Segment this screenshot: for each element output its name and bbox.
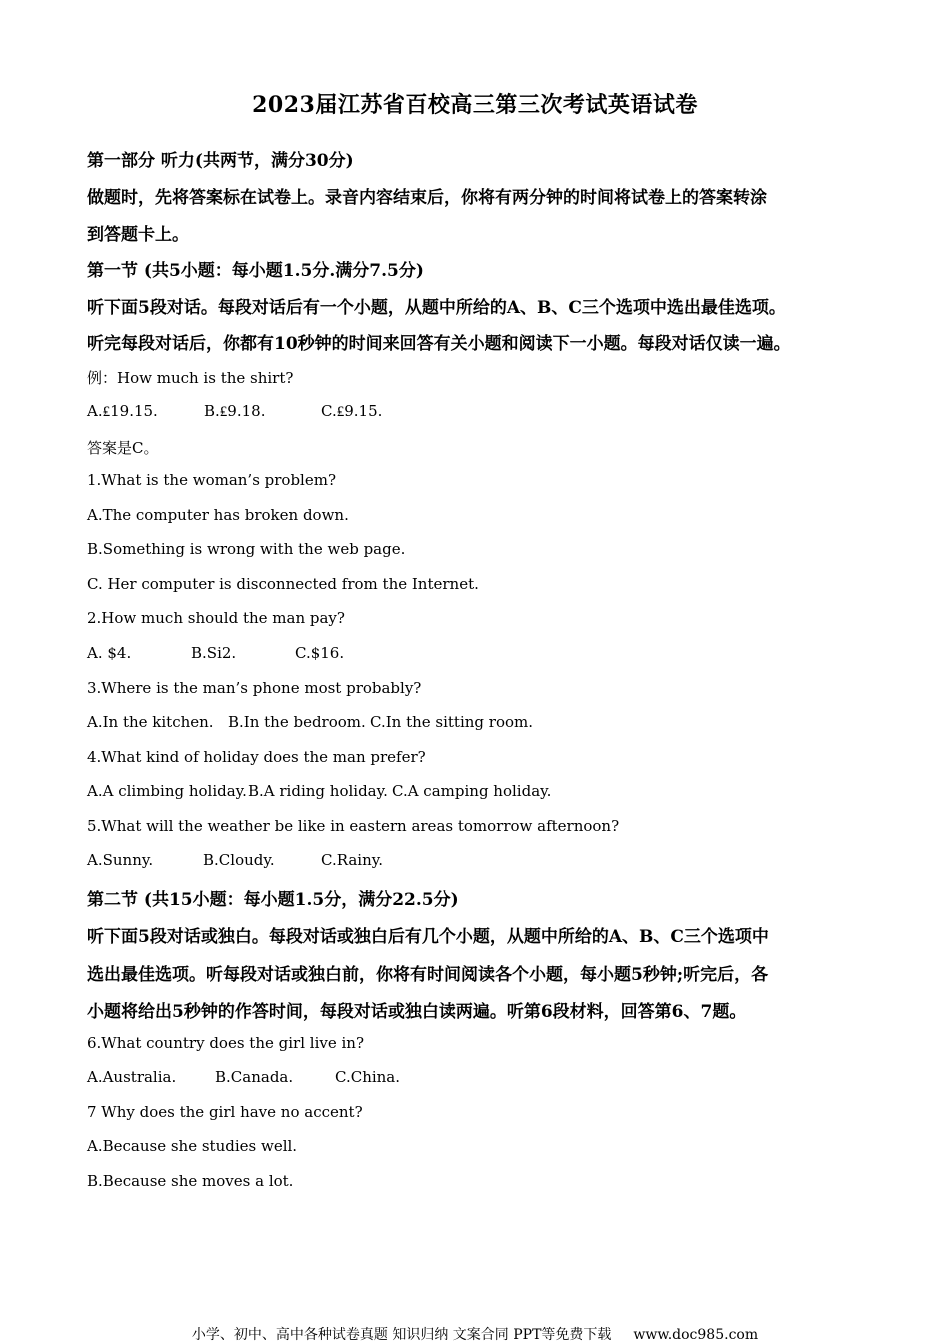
question-1-option-b: B.Something is wrong with the web page. — [87, 540, 406, 558]
option: B.₤9.18. — [204, 402, 266, 420]
example-question: 例：How much is the shirt? — [87, 369, 294, 387]
question-2: 2.How much should the man pay? — [87, 609, 345, 627]
option: C.Rainy. — [321, 851, 383, 869]
option: A.A climbing holiday. — [87, 782, 247, 800]
option: A. $4. — [87, 644, 132, 662]
question-4-options — [87, 782, 551, 800]
question-7-option-b: B.Because she moves a lot. — [87, 1172, 294, 1190]
section1-heading: 第一节 (共5小题：每小题1.5分.满分7.5分) — [87, 261, 424, 281]
option: A.Australia. — [87, 1068, 177, 1086]
option: C.₤9.15. — [321, 402, 383, 420]
question-7: 7 Why does the girl have no accent? — [87, 1103, 363, 1121]
question-7-option-a: A.Because she studies well. — [87, 1137, 298, 1155]
option: B.In the bedroom. — [228, 713, 366, 731]
question-4: 4.What kind of holiday does the man prefer? — [87, 748, 426, 766]
option: B.A riding holiday. — [248, 782, 388, 800]
question-5: 5.What will the weather be like in eastern areas tomorrow afternoon? — [87, 817, 620, 835]
question-1-option-a: A.The computer has broken down. — [87, 506, 349, 524]
option: A.₤19.15. — [87, 402, 158, 420]
part1-heading: 第一部分 听力(共两节，满分30分) — [87, 151, 354, 171]
option: C.A camping holiday. — [392, 782, 552, 800]
option: A.Sunny. — [87, 851, 154, 869]
question-1: 1.What is the woman’s problem? — [87, 471, 337, 489]
question-2-options — [87, 644, 344, 662]
question-6: 6.What country does the girl live in? — [87, 1034, 364, 1052]
option: C.$16. — [295, 644, 345, 662]
part1-intro-line2: 到答题卡上。 — [87, 225, 189, 245]
question-3: 3.Where is the man’s phone most probably? — [87, 679, 422, 697]
part1-intro-line1: 做题时，先将答案标在试卷上。录音内容结束后，你将有两分钟的时间将试卷上的答案转涂 — [87, 188, 767, 208]
page-footer — [0, 1324, 950, 1344]
question-1-option-c: C. Her computer is disconnected from the Internet. — [87, 575, 479, 593]
section1-instructions-line1: 听下面5段对话。每段对话后有一个小题，从题中所给的A、B、C三个选项中选出最佳选项。 — [87, 298, 786, 318]
section2-instructions-line1: 听下面5段对话或独白。每段对话或独白后有几个小题，从题中所给的A、B、C三个选项中 — [87, 927, 769, 947]
option: C.China. — [335, 1068, 401, 1086]
section1-instructions-line2: 听完每段对话后，你都有10秒钟的时间来回答有关小题和阅读下一小题。每段对话仅读一遍。 — [87, 334, 791, 354]
option: B.Cloudy. — [203, 851, 275, 869]
question-6-options — [87, 1068, 400, 1086]
option: B.Si2. — [191, 644, 237, 662]
section2-instructions-line3: 小题将给出5秒钟的作答时间，每段对话或独白读两遍。听第6段材料，回答第6、7题。 — [87, 1002, 747, 1022]
section2-instructions-line2: 选出最佳选项。听每段对话或独白前，你将有时间阅读各个小题，每小题5秒钟;听完后，各 — [87, 965, 769, 985]
example-answer: 答案是C。 — [87, 439, 159, 457]
footer-url[interactable]: www.doc985.com — [633, 1327, 759, 1343]
option: A.In the kitchen. — [87, 713, 214, 731]
footer-text: 小学、初中、高中各种试卷真题 知识归纳 文案合同 PPT等免费下载 — [191, 1327, 612, 1343]
example-options — [87, 402, 382, 421]
option: C.In the sitting room. — [370, 713, 534, 731]
question-5-options — [87, 851, 383, 869]
page-title: 2023届江苏省百校高三第三次考试英语试卷 — [252, 92, 698, 118]
option: B.Canada. — [215, 1068, 294, 1086]
question-3-options — [87, 713, 533, 731]
section2-heading: 第二节 (共15小题：每小题1.5分，满分22.5分) — [87, 890, 459, 910]
